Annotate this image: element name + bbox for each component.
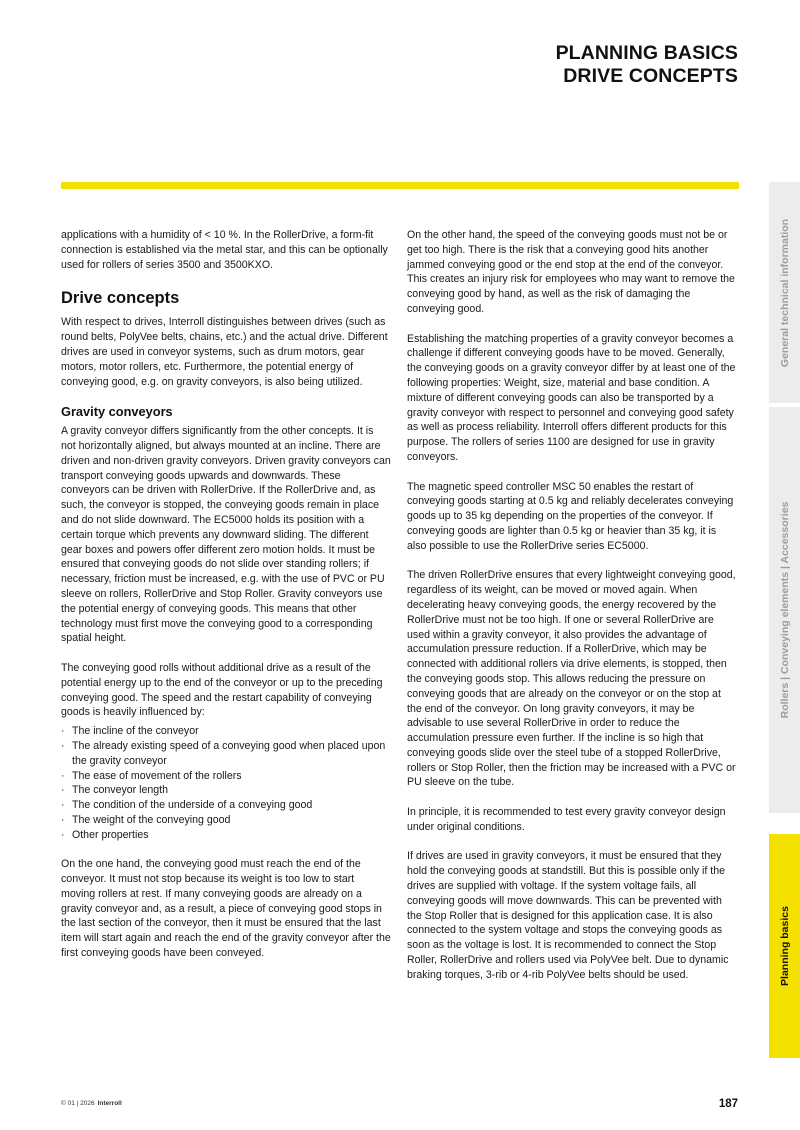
footer-copyright [61, 1100, 122, 1107]
list-item: · The condition of the underside of a conveying good [61, 798, 391, 813]
intro-paragraph: applications with a humidity of < 10 %. In the RollerDrive, a form-fit connection is established via the metal star, and this can be optionally used for rollers of series 3500 and 3500KXO. [61, 229, 388, 271]
page-title-line-2: DRIVE CONCEPTS [563, 65, 738, 87]
list-item: · The conveyor length [61, 783, 391, 798]
influence-list [61, 724, 391, 842]
tab-general-label: General technical information [778, 218, 791, 367]
tab-planning-basics[interactable] [769, 834, 800, 1058]
brand-name: Interroll [97, 1100, 122, 1107]
rollerdrive-paragraph: The driven RollerDrive ensures that every lightweight conveying good, regardless of its weight, can be moved or moved again. When decelerating heavy conveying goods, the energy recovered by the RollerDrive must not be too high. If one or several RollerDrive are used within a gravity conveyor, it also provides the advantage of accumulation pressure reduction. If a RollerDrive, which may be connected with additional rollers via drive elements, is stopped, then the conveying goods stop. This allows reducing the pressure on conveying goods that are already on the conveyor or on the stop at the end of the conveyor. On long gravity conveyors, it may be advisable to use several RollerDrive in order to reduce the accumulation pressure even further. If the incline is so high that conveying goods slide over the steel tube of a stopped RollerDrive, rollers or Stop Roller, then the friction may be increased with a PVC or PU sleeve on the tube. [407, 569, 736, 789]
rolls-paragraph: The conveying good rolls without additional drive as a result of the potential energy up to the end of the conveyor or up to the preceding conveying good. The speed and the restart capability of conveying goods is heavily influenced by: [61, 661, 383, 719]
gravity-paragraph: A gravity conveyor differs significantly from the other concepts. It is not horizontally aligned, but always mounted at an incline. There are driven and non-driven gravity conveyors. Driven gravity conveyors can transport conveying goods upwards and downwards. These conveyors can be driven with RollerDrive. If the RollerDrive and, as such, the conveyor is stopped, the conveying goods remain in place and do not slide downward. The EC5000 holds its position with a certain torque which prevents any downward sliding. The different gear boxes and powers offer different zero motion holds. It must be ensured that conveying goods do not slide over standing rollers; if necessary, friction must be increased, e.g. with the use of PVC or PU sleeve on rollers, RollerDrive and Stop Roller. Gravity conveyors use the potential energy of conveying goods. This means that other technology must first move the conveying good to a corresponding spatial height. [61, 425, 391, 645]
right-column [407, 228, 737, 997]
one-hand-paragraph: On the one hand, the conveying good must reach the end of the conveyor. It must not stop because its weight is too low to start moving rollers at rest. If many conveying goods are already on a gravity conveyor and, as a result, a piece of conveying good stops in the last section of the conveyor, then it must be ensured that the last item will start again and reach the end of the gravity conveyor after the first conveying goods have been conveyed. [61, 858, 391, 960]
tab-rollers-label: Rollers | Conveying elements | Accessories [778, 501, 791, 719]
page-title-line-1: PLANNING BASICS [555, 42, 738, 64]
side-tabs [769, 182, 800, 1058]
page-title [556, 42, 738, 88]
copyright-text: © 01 | 2026 [61, 1100, 95, 1107]
left-column [61, 228, 391, 976]
stop-roller-paragraph: If drives are used in gravity conveyors, it must be ensured that they hold the conveying goods at standstill. But this is possible only if the drives are supplied with voltage. If the system voltage fails, all conveying goods will move downwards. This can be prevented with the Stop Roller that is designed for this application case. It is also connected to the system voltage and stops the conveying goods as soon as the voltage is lost. It is recommended to connect the Stop Roller, RollerDrive and rollers used via PolyVee belt. Due to dynamic braking torques, 3-rib or 4-rib PolyVee belts should be used. [407, 850, 729, 981]
tab-planning-label: Planning basics [778, 906, 791, 986]
list-item: · The already existing speed of a conveying good when placed upon the gravity conveyor [61, 739, 391, 769]
heading-gravity-conveyors: Gravity conveyors [61, 404, 173, 420]
test-paragraph: In principle, it is recommended to test every gravity conveyor design under original conditions. [407, 806, 726, 833]
list-item: · The incline of the conveyor [61, 724, 391, 739]
msc50-paragraph: The magnetic speed controller MSC 50 enables the restart of conveying goods starting at 0.5 kg and reliably decelerates conveying goods up to 35 kg depending on the properties of the conveyor. If conveying goods are lighter than 0.5 kg or heavier than 35 kg, it is also possible to use the RollerDrive series EC5000. [407, 480, 734, 552]
list-item: · The ease of movement of the rollers [61, 769, 391, 784]
tab-rollers-conveying-elements[interactable] [769, 407, 800, 813]
list-item: · The weight of the conveying good [61, 813, 391, 828]
properties-paragraph: Establishing the matching properties of a gravity conveyor becomes a challenge if different conveying goods have to be moved. Generally, the conveying goods on a gravity conveyor differ by at least one of the following properties: Weight, size, material and base condition. A mixture of different conveying goods can also be transported by a gravity conveyor with respect to personnel and conveying good safety as well as process reliability. Interroll offers different products for this purpose. The rollers of series 1100 are designed for use in gravity conveyors. [407, 332, 736, 463]
speed-paragraph: On the other hand, the speed of the conveying goods must not be or get too high. There is the risk that a conveying good hits another jammed conveying good or the end stop at the end of the conveyor. This creates an injury risk for employees who may want to remove the conveying good by hand, as well as the risk of damaging the conveying good. [407, 229, 735, 315]
tab-general-technical-information[interactable] [769, 182, 800, 403]
drive-concepts-paragraph: With respect to drives, Interroll distinguishes between drives (such as round belts, PolyVee belts, chains, etc.) and the actual drive. Different drives are used in conveyor systems, such as drum motors, gear motors, motor rollers, etc. Furthermore, the potential energy of conveying good, e.g. on gravity conveyors, is also being utilized. [61, 316, 388, 388]
list-item: · Other properties [61, 828, 391, 843]
page-number: 187 [718, 1098, 738, 1110]
accent-bar [61, 182, 739, 189]
heading-drive-concepts: Drive concepts [61, 289, 180, 308]
